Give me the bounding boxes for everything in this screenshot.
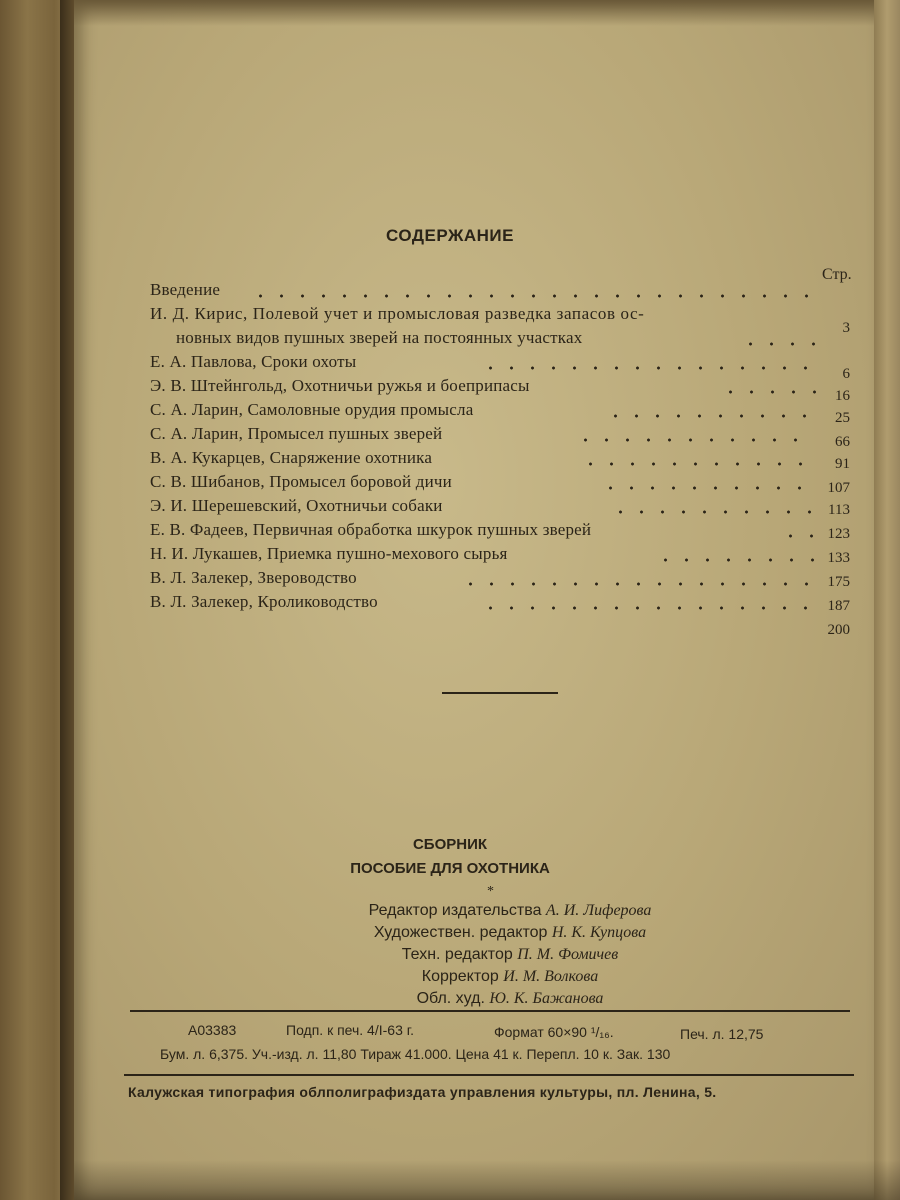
toc-heading: СОДЕРЖАНИЕ: [386, 226, 514, 245]
credit-line: [300, 902, 720, 920]
credit-line: [300, 990, 720, 1008]
pages-column-label: Стр.: [822, 266, 852, 283]
credit-name: И. М. Волкова: [503, 968, 599, 985]
leader-dots: [610, 510, 815, 514]
leader-dots: [600, 486, 815, 490]
printer-line: Калужская типография облполиграфиздата управления культуры, пл. Ленина, 5.: [128, 1084, 717, 1100]
toc-page-number: 3: [842, 320, 850, 336]
toc-entry-title: В. Л. Залекер, Звероводство: [150, 568, 357, 587]
section-divider: [442, 692, 558, 694]
leader-dots: [480, 606, 815, 610]
toc-entry-title: новных видов пушных зверей на постоянных участках: [176, 328, 583, 347]
toc-entry-title: И. Д. Кирис, Полевой учет и промысловая разведка запасов ос-: [150, 304, 645, 323]
toc-page-number: 175: [827, 574, 850, 590]
imprint-top-rule: [130, 1010, 850, 1012]
toc-entry: [150, 280, 870, 304]
imprint-sheets: Печ. л. 12,75: [680, 1026, 764, 1042]
toc-entry: [150, 472, 870, 496]
credit-role: Корректор: [421, 968, 499, 985]
leader-dots: [480, 366, 820, 370]
toc-entry-title: Е. А. Павлова, Сроки охоты: [150, 352, 357, 371]
toc-page-number: 113: [828, 502, 850, 518]
credit-name: П. М. Фомичев: [517, 946, 619, 963]
leader-dots: [740, 342, 816, 346]
credit-line: [300, 946, 720, 964]
credit-name: Ю. К. Бажанова: [489, 990, 604, 1007]
asterisk-divider: *: [487, 884, 494, 899]
credit-line: [300, 924, 720, 942]
credit-name: А. И. Лиферова: [545, 902, 652, 919]
toc-entry-title: Э. В. Штейнгольд, Охотничьи ружья и боеприпасы: [150, 376, 530, 395]
toc-entry: [150, 568, 870, 592]
page-top-shadow: [74, 0, 874, 26]
page-edge-right: [874, 0, 900, 1200]
toc-page-number: 107: [827, 480, 850, 496]
imprint-format: Формат 60×90 ¹/₁₆.: [494, 1024, 614, 1040]
toc-page-number: 91: [835, 456, 850, 472]
toc-page-number: 187: [827, 598, 850, 614]
imprint-signed: Подп. к печ. 4/I-63 г.: [286, 1022, 415, 1038]
toc-entry-title: Е. В. Фадеев, Первичная обработка шкурок пушных зверей: [150, 520, 592, 539]
credit-role: Обл. худ.: [416, 990, 485, 1007]
toc-page-number: 6: [842, 366, 850, 382]
leader-dots: [250, 294, 810, 298]
spine-shadow: [60, 0, 74, 1200]
collection-label: СБОРНИК: [412, 836, 488, 853]
toc-entry: [150, 592, 870, 616]
toc-entry: [150, 520, 870, 544]
credit-name: Н. К. Купцова: [551, 924, 647, 941]
credit-role: Техн. редактор: [401, 946, 513, 963]
toc-entry: [150, 328, 870, 352]
toc-entry: [150, 352, 870, 376]
toc-entry-title: Н. И. Лукашев, Приемка пушно-мехового сырья: [150, 544, 508, 563]
imprint-details: Бум. л. 6,375. Уч.-изд. л. 11,80 Тираж 41.000. Цена 41 к. Перепл. 10 к. Зак. 130: [160, 1046, 671, 1062]
leader-dots: [605, 414, 815, 418]
toc-page-number: 66: [835, 434, 850, 450]
toc-page-number: 25: [835, 410, 850, 426]
leader-dots: [575, 438, 815, 442]
toc-entry: [150, 448, 870, 472]
credit-role: Редактор издательства: [368, 902, 542, 919]
toc-entry-title: С. А. Ларин, Самоловные орудия промысла: [150, 400, 474, 419]
toc-page-number: 16: [835, 388, 850, 404]
toc-entry-title: Э. И. Шерешевский, Охотничьи собаки: [150, 496, 443, 515]
toc-page-number: 133: [827, 550, 850, 566]
leader-dots: [580, 462, 815, 466]
toc-entry: [150, 400, 870, 424]
leader-dots: [460, 582, 815, 586]
toc-page-number: 123: [827, 526, 850, 542]
imprint-code: А03383: [188, 1022, 237, 1038]
book-title: ПОСОБИЕ ДЛЯ ОХОТНИКА: [350, 860, 550, 877]
toc-page-number: 200: [827, 622, 850, 638]
toc-entry: [150, 376, 870, 400]
toc-entry-title: В. Л. Залекер, Кролиководство: [150, 592, 378, 611]
page-bottom-shadow: [74, 1160, 900, 1200]
toc-entry-title: Введение: [150, 280, 221, 299]
credit-line: [300, 968, 720, 986]
imprint-bottom-rule: [124, 1074, 854, 1076]
credit-role: Художествен. редактор: [373, 924, 548, 941]
toc-entry: [150, 544, 870, 568]
toc-entry: [150, 424, 870, 448]
toc-entry-title: С. А. Ларин, Промысел пушных зверей: [150, 424, 443, 443]
toc-entry-title: В. А. Кукарцев, Снаряжение охотника: [150, 448, 433, 467]
toc-entry: [150, 496, 870, 520]
toc-entry: [150, 304, 870, 328]
toc-entry-title: С. В. Шибанов, Промысел боровой дичи: [150, 472, 452, 491]
